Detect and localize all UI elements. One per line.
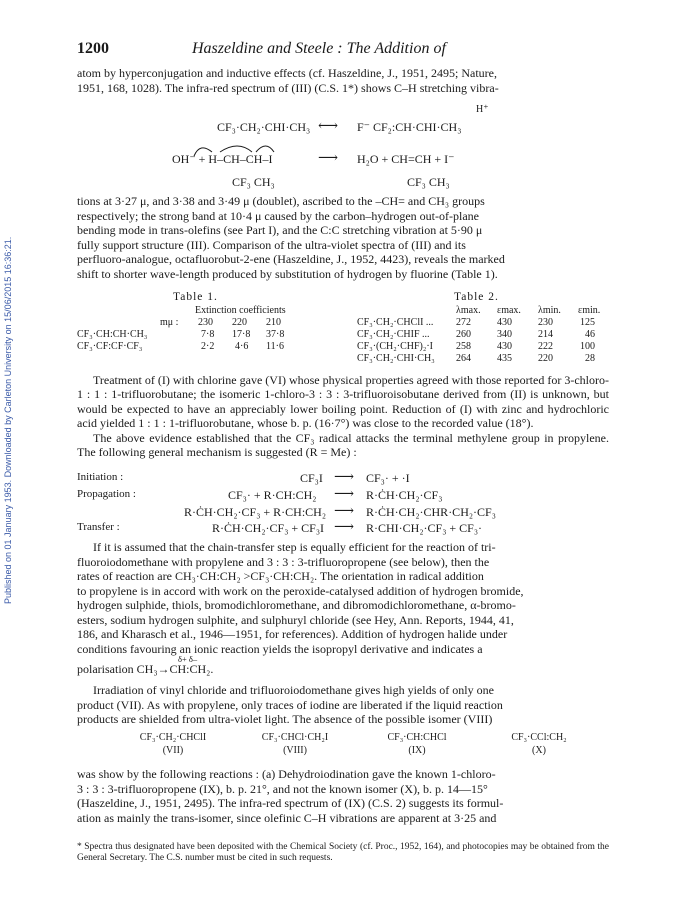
table1-row2-v1: 2·2 <box>201 341 215 352</box>
table1-col-210: 210 <box>266 317 281 328</box>
download-notice: Published on 01 January 1953. Downloaded by Carleton University on 15/06/2015 16:36:21. <box>3 236 13 604</box>
para4: The above evidence established that the CF₃ radical attacks the terminal methylene group in propylene. The following general mechanism is suggested (R = Me) : <box>77 430 609 460</box>
table1-row1-v3: 37·8 <box>266 329 285 340</box>
h-plus-catalyst: H⁺ <box>476 104 489 115</box>
transfer-left: R·ĊH·CH₂·CF₃ + CF₃I <box>212 521 325 535</box>
table2-row2-compound: CF₃·CH₂·CHIF ... <box>357 329 430 340</box>
table2-row1-v2: 430 <box>497 317 512 328</box>
para7-line-2: 3 : 3 : 3-trifluoropropene (IX), b. p. 21°, and not the known isomer (X), b. p. 14—15° <box>77 782 488 796</box>
table1-row1-compound: CF₃·CH:CH·CH₃ <box>77 329 148 340</box>
table2-row4-compound: CF₃·CH₂·CHI·CH₃ <box>357 353 435 364</box>
table2-row2-v4: 46 <box>585 329 595 340</box>
prop1-right: R·ĊH·CH₂·CF₃ <box>366 488 443 502</box>
para2-line-1: tions at 3·27 μ, and 3·38 and 3·49 μ (doublet), ascribed to the –CH= and CH₃ groups <box>77 194 485 208</box>
para5-line-6: esters, sodium hydrogen sulphite, and sulphuryl chloride (see Hey, Ann. Reports, 1944, 41, <box>77 613 514 627</box>
product-substituents: CF₃ CH₃ <box>407 175 450 189</box>
table1-row2-v2: 4·6 <box>235 341 249 352</box>
table1-unit: mμ : <box>160 317 179 328</box>
table2-row4-v4: 28 <box>585 353 595 364</box>
scheme-left: CF₃·CH₂·CHI·CH₃ <box>217 120 311 134</box>
para1-line-2: 1951, 168, 1028). The infra-red spectrum of (III) (C.S. 1*) shows C–H stretching vibra- <box>77 81 499 95</box>
table2-row3-v1: 258 <box>456 341 471 352</box>
compound-ix-formula: CF₃·CH:CHCl <box>387 732 447 743</box>
table1-caption: Table 1. <box>173 291 218 303</box>
table1-row1-v1: 7·8 <box>201 329 215 340</box>
propagation-label: Propagation : <box>77 488 136 500</box>
compound-viii-label: (VIII) <box>283 745 307 756</box>
para7-line-3: (Haszeldine, J., 1951, 2495). The infra-red spectrum of (IX) (C.S. 2) suggests its formul- <box>77 796 504 810</box>
table2-row2-v3: 214 <box>538 329 553 340</box>
para7-line-1: was show by the following reactions : (a) Dehydroiodination gave the known 1-chloro- <box>77 767 496 781</box>
table2-row4-v2: 435 <box>497 353 512 364</box>
table1-col-230: 230 <box>198 317 213 328</box>
initiation-label: Initiation : <box>77 471 124 483</box>
table2-col-emin: εmin. <box>578 305 601 316</box>
table1-col-220: 220 <box>232 317 247 328</box>
table2-row2-v2: 340 <box>497 329 512 340</box>
transfer-label: Transfer : <box>77 521 120 533</box>
table2-row1-v1: 272 <box>456 317 471 328</box>
para5-line-3: rates of reaction are CH₃·CH:CH₂ >CF₃·CH:CH₂. The orientation in radical addition <box>77 569 484 583</box>
table2-row1-v3: 230 <box>538 317 553 328</box>
para7-line-4: ation as mainly the trans-isomer, since olefinic C–H vibrations are apparent at 3·25 and <box>77 811 497 825</box>
reactant-chain: OH⁻ + H–CH–CH–I <box>172 152 273 166</box>
running-title: Haszeldine and Steele : The Addition of <box>192 40 446 57</box>
para3: Treatment of (I) with chlorine gave (VI) whose physical properties agreed with those reported for 3-chloro-1 : 1 : 1-trifluorobutane; the isomeric 1-chloro-3 : 3 : 3-trifluoroisobutane derived from (II) is unknown, but would be expected to have an appreciably lower boiling point. Reduction of (I) with zinc and hydrochloric acid yielded 1 : 1 : 1-trifluorobutane, whose b. p. (16·7°) was close to the recorded value (18°). <box>77 373 609 431</box>
para2-line-5: perfluoro-analogue, octafluorobut-2-ene (Haszeldine, J., 1952, 4423), reveals the marked <box>77 252 505 266</box>
prop2-arrow: ⟶ <box>334 504 355 519</box>
para5-line-2: fluoroiodomethane with propylene and 3 : 3 : 3-trifluoropropene (see below), then the <box>77 555 490 569</box>
para5-line-8: conditions favouring an ionic reaction yields the isopropyl derivative and indicates a <box>77 642 483 656</box>
equilibrium-arrow: ⟷ <box>318 119 339 134</box>
products: H₂O + CH=CH + I⁻ <box>357 152 455 166</box>
para6-line-2: product (VII). As with propylene, only traces of iodine are liberated if the liquid reaction <box>77 698 503 712</box>
table1-group-header: Extinction coefficients <box>195 305 286 316</box>
polarisation-charges: δ+ δ– <box>178 654 198 664</box>
page-number: 1200 <box>77 40 109 57</box>
table2-row3-v3: 222 <box>538 341 553 352</box>
table2-row3-v4: 100 <box>580 341 595 352</box>
compound-x-label: (X) <box>532 745 546 756</box>
compound-ix-label: (IX) <box>408 745 426 756</box>
compound-viii-formula: CF₃·CHCl·CH₂I <box>261 732 329 743</box>
prop1-arrow: ⟶ <box>334 487 355 502</box>
initiation-right: CF₃· + ·I <box>366 471 410 485</box>
para2-line-2: respectively; the strong band at 10·4 μ caused by the carbon–hydrogen out-of-plane <box>77 209 479 223</box>
table2-row4-v1: 264 <box>456 353 471 364</box>
curly-arrows <box>190 140 280 160</box>
para5-line-5: hydrogen sulphide, thiols, bromodichloromethane, and dibromodichloromethane, α-bromo- <box>77 598 516 612</box>
para2-line-6: shift to shorter wave-length produced by substitution of hydrogen by fluorine (Table 1). <box>77 267 498 281</box>
para6-line-1: Irradiation of vinyl chloride and trifluoroiodomethane gives high yields of only one <box>93 683 494 697</box>
para1-line-1: atom by hyperconjugation and inductive effects (cf. Haszeldine, J., 1951, 2495; Nature, <box>77 66 497 80</box>
table2-col-emax: εmax. <box>497 305 521 316</box>
polarisation-line: polarisation CH₃→CH:CH₂. <box>77 662 214 676</box>
table2-row4-v3: 220 <box>538 353 553 364</box>
table2-row3-v2: 430 <box>497 341 512 352</box>
table2-row3-compound: CF₃·(CH₂·CHF)₂·I <box>357 341 434 352</box>
table1-row2-v3: 11·6 <box>266 341 284 352</box>
para5-line-1: If it is assumed that the chain-transfer step is equally efficient for the reaction of tri- <box>93 540 496 554</box>
initiation-arrow: ⟶ <box>334 470 355 485</box>
reaction-arrow: ⟶ <box>318 151 339 166</box>
para3-block <box>77 373 609 459</box>
reactant-substituents: CF₃ CH₃ <box>232 175 275 189</box>
para6-line-3: products are shielded from ultra-violet light. The absence of the possible isomer (VIII) <box>77 712 493 726</box>
compound-vii-label: (VII) <box>162 745 184 756</box>
prop2-right: R·ĊH·CH₂·CHR·CH₂·CF₃ <box>366 505 496 519</box>
table2-row2-v1: 260 <box>456 329 471 340</box>
table2-col-lmax: λmax. <box>456 305 481 316</box>
para2-line-3: bending mode in trans-olefins (see Part I), and the C:C stretching vibration at 5·90 μ <box>77 223 483 237</box>
table2-row1-compound: CF₃·CH₂·CHClI ... <box>357 317 434 328</box>
table2-row1-v4: 125 <box>580 317 595 328</box>
para2-line-4: fully support structure (III). Comparison of the ultra-violet spectra of (III) and its <box>77 238 466 252</box>
compound-vii-formula: CF₃·CH₂·CHClI <box>139 732 207 743</box>
table2-col-lmin: λmin. <box>538 305 561 316</box>
scheme-right: F⁻ CF₂:CH·CHI·CH₃ <box>357 120 462 134</box>
para5-line-4: to propylene is in accord with work on the peroxide-catalysed addition of hydrogen bromide, <box>77 584 524 598</box>
table2-caption: Table 2. <box>454 291 499 303</box>
compound-x-formula: CF₃·CCl:CH₂ <box>511 732 567 743</box>
initiation-left: CF₃I <box>300 471 323 485</box>
prop2-left: R·ĊH·CH₂·CF₃ + R·CH:CH₂ <box>184 505 327 519</box>
transfer-right: R·CHI·CH₂·CF₃ + CF₃· <box>366 521 482 535</box>
table1-row2-compound: CF₃·CF:CF·CF₃ <box>77 341 143 352</box>
prop1-left: CF₃· + R·CH:CH₂ <box>228 488 317 502</box>
table1-row1-v2: 17·8 <box>232 329 251 340</box>
footnote: * Spectra thus designated have been deposited with the Chemical Society (cf. Proc., 1952, 164), and photocopies may be obtained from the General Secretary. The C.S. number must be cited in such requests. <box>77 842 609 863</box>
para5-line-7: 186, and Kharasch et al., 1946—1951, for references). Addition of hydrogen halide under <box>77 627 508 641</box>
transfer-arrow: ⟶ <box>334 520 355 535</box>
